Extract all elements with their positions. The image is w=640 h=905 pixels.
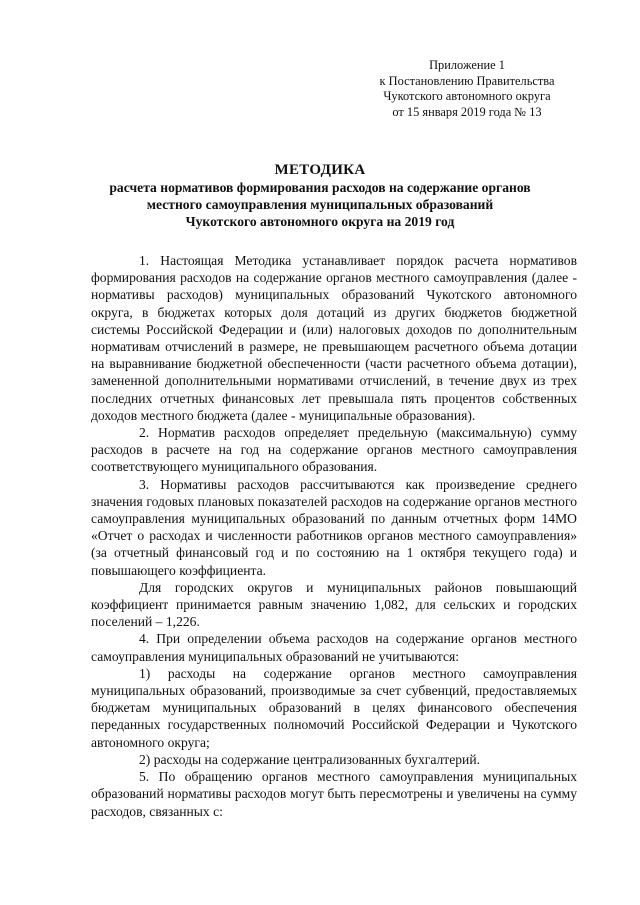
paragraph-4-item-1: 1) расходы на содержание органов местного самоуправления муниципальных образований, производимые за счет субвенций, предоставляемых бюджетам муниципальных образований в целях финансового обеспечения переданных государственных полномочий Российской Федерации и Чукотского автономного округа;	[91, 665, 577, 750]
paragraph-4: 4. При определении объема расходов на содержание органов местного самоуправления муниципальных образований не учитываются:	[91, 631, 577, 664]
appendix-line-1: Приложение 1	[429, 58, 505, 72]
title-main: МЕТОДИКА	[274, 162, 366, 178]
paragraph-4-item-2: 2) расходы на содержание централизованных бухгалтерий.	[139, 751, 480, 767]
title-line-1: расчета нормативов формирования расходов на содержание органов	[109, 180, 531, 195]
document-body	[91, 252, 577, 820]
paragraph-2: 2. Норматив расходов определяет предельную (максимальную) сумму расходов в расчете на год на содержание органов местного самоуправления соответствующего муниципального образования.	[91, 425, 577, 475]
paragraph-coefficient: Для городских округов и муниципальных районов повышающий коэффициент принимается равным значению 1,082, для сельских и городских поселений – 1,226.	[91, 579, 577, 630]
paragraph-5: 5. По обращению органов местного самоуправления муниципальных образований нормативы расходов могут быть пересмотрены и увеличены на сумму расходов, связанных с:	[91, 769, 577, 819]
title-line-3: Чукотского автономного округа на 2019 год	[185, 214, 455, 230]
appendix-line-4: от 15 января 2019 года № 13	[392, 104, 542, 119]
document-title	[60, 161, 580, 231]
appendix-header	[362, 58, 572, 120]
appendix-line-2: к Постановлению Правительства	[379, 73, 555, 88]
paragraph-3: 3. Нормативы расходов рассчитываются как произведение среднего значения годовых плановых показателей расходов на содержание органов местного самоуправления муниципальных образований по данным отчетных форм 14МО «Отчет о расходах и численности работников органов местного самоуправления» (за отчетный финансовый год и по состоянию на 1 октября текущего года) и повышающего коэффициента.	[91, 476, 577, 578]
title-line-2: местного самоуправления муниципальных образований	[146, 197, 494, 213]
appendix-line-3: Чукотского автономного округа	[383, 89, 551, 104]
paragraph-1: 1. Настоящая Методика устанавливает порядок расчета нормативов формирования расходов на содержание органов местного самоуправления (далее - нормативы расходов) муниципальных образований Чукотского автономного округа, в бюджетах которых доля дотаций из других бюджетов бюджетной системы Российской Федерации и (или) налоговых доходов по дополнительным нормативам отчислений в размере, не превышающем расчетного объема дотации на выравнивание бюджетной обеспеченности (части расчетного объема дотации), замененной дополнительными нормативами отчислений, в течение двух из трех последних отчетных финансовых лет превышала пять процентов собственных доходов местного бюджета (далее - муниципальные образования).	[91, 253, 577, 423]
title-subtitle	[60, 179, 580, 231]
